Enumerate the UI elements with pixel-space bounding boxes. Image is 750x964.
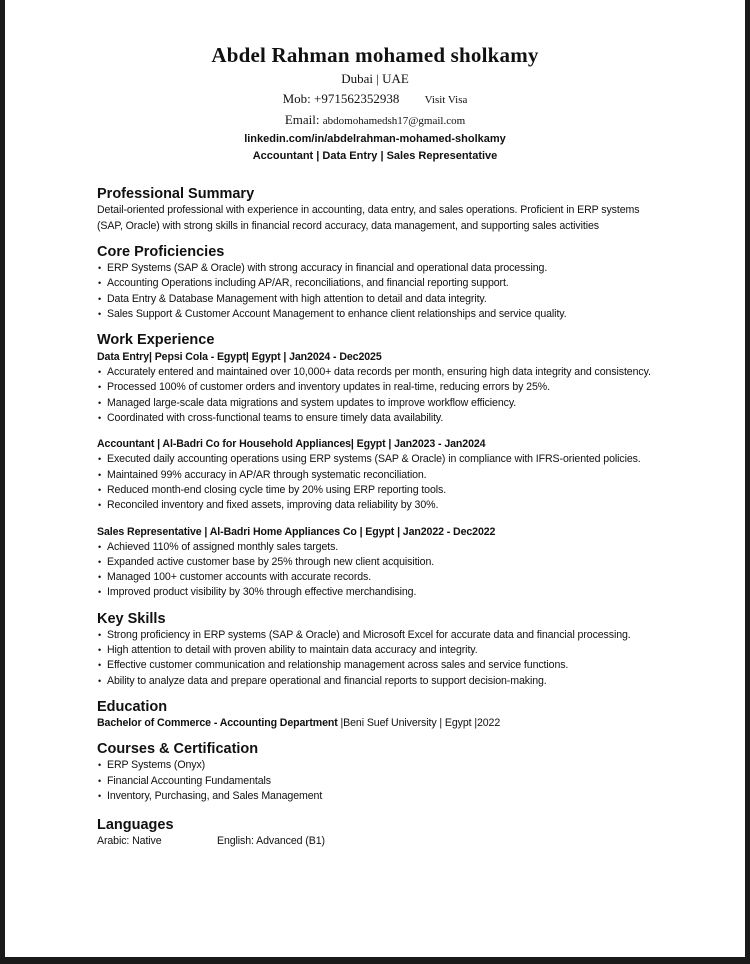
job-heading: Accountant | Al-Badri Co for Household Appliances| Egypt | Jan2023 - Jan2024 <box>97 438 486 451</box>
list-item: • Achieved 110% of assigned monthly sales targets. <box>97 540 653 555</box>
list-item: • Processed 100% of customer orders and inventory updates in real-time, reducing errors by 25%. <box>97 380 653 395</box>
languages-section <box>97 816 653 850</box>
language-english: English: Advanced (B1) <box>217 835 325 848</box>
list-item: • Strong proficiency in ERP systems (SAP & Oracle) and Microsoft Excel for accurate data and financial processing. <box>97 628 653 643</box>
linkedin-link[interactable]: linkedin.com/in/abdelrahman-mohamed-sholkamy <box>244 133 506 145</box>
summary-heading: Professional Summary <box>97 186 255 202</box>
experience-heading: Work Experience <box>97 332 215 349</box>
list-item: • Maintained 99% accuracy in AP/AR through systematic reconciliation. <box>97 468 653 483</box>
list-item: • Accurately entered and maintained over 10,000+ data records per month, ensuring high data integrity and consistency. <box>97 365 653 380</box>
proficiencies-heading: Core Proficiencies <box>97 244 225 260</box>
list-item: • Sales Support & Customer Account Management to enhance client relationships and service quality. <box>97 307 653 322</box>
candidate-name: Abdel Rahman mohamed sholkamy <box>211 43 539 67</box>
skills-section <box>97 610 653 689</box>
courses-heading: Courses & Certification <box>97 741 259 758</box>
list-item: • Accounting Operations including AP/AR, reconciliations, and financial reporting support. <box>97 276 653 291</box>
skills-heading: Key Skills <box>97 610 166 627</box>
email-label: Email: <box>284 112 320 127</box>
summary-text: Detail-oriented professional with experience in accounting, data entry, and sales operations. Proficient in ERP systems (SAP, Oracle) with strong skills in financial record accuracy, data management, and supporting sales activities <box>97 204 640 232</box>
education-heading: Education <box>97 698 168 715</box>
roles: Accountant | Data Entry | Sales Representative <box>252 150 498 162</box>
list-item: • Executed daily accounting operations using ERP systems (SAP & Oracle) in compliance with IFRS-oriented policies. <box>97 452 653 467</box>
job-heading: Data Entry| Pepsi Cola - Egypt| Egypt | Jan2024 - Dec2025 <box>97 351 382 364</box>
email-link[interactable]: abdomohamedsh17@gmail.com <box>322 115 466 127</box>
list-item: • Improved product visibility by 30% through effective merchandising. <box>97 585 653 600</box>
education-details: |Beni Suef University | Egypt |2022 <box>340 716 501 729</box>
list-item: • High attention to detail with proven ability to maintain data accuracy and integrity. <box>97 643 653 658</box>
courses-section <box>97 740 653 804</box>
list-item: • Coordinated with cross-functional teams to ensure timely data availability. <box>97 411 653 426</box>
job-heading: Sales Representative | Al-Badri Home Appliances Co | Egypt | Jan2022 - Dec2022 <box>97 525 496 538</box>
list-item: • ERP Systems (SAP & Oracle) with strong accuracy in financial and operational data processing. <box>97 261 653 276</box>
location: Dubai | UAE <box>341 71 409 86</box>
list-item: • Reconciled inventory and fixed assets, improving data reliability by 30%. <box>97 498 653 513</box>
email-line <box>97 110 653 131</box>
resume-page <box>5 0 745 957</box>
resume-content <box>97 41 653 850</box>
list-item: • Data Entry & Database Management with high attention to detail and data integrity. <box>97 292 653 307</box>
mobile: Mob: +971562352938 <box>282 91 400 106</box>
experience-section <box>97 331 653 601</box>
list-item: • Managed large-scale data migrations and system updates to improve workflow efficiency. <box>97 396 653 411</box>
proficiencies-section <box>97 243 653 322</box>
education-section <box>97 698 653 732</box>
list-item: • Expanded active customer base by 25% through new client acquisition. <box>97 555 653 570</box>
languages-heading: Languages <box>97 817 174 834</box>
list-item: • Financial Accounting Fundamentals <box>97 774 653 789</box>
contact-line <box>97 89 653 110</box>
list-item: • Effective customer communication and relationship management across sales and service functions. <box>97 658 653 673</box>
visa-status: Visit Visa <box>424 94 468 106</box>
list-item: • Reduced month-end closing cycle time by 20% using ERP reporting tools. <box>97 483 653 498</box>
summary-section <box>97 185 653 234</box>
list-item: • Managed 100+ customer accounts with accurate records. <box>97 570 653 585</box>
list-item: • Inventory, Purchasing, and Sales Management <box>97 789 653 804</box>
degree: Bachelor of Commerce - Accounting Department <box>97 716 341 729</box>
list-item: • Ability to analyze data and prepare operational and financial reports to support decision-making. <box>97 674 653 689</box>
list-item: • ERP Systems (Onyx) <box>97 758 653 773</box>
language-arabic: Arabic: Native <box>97 835 162 848</box>
